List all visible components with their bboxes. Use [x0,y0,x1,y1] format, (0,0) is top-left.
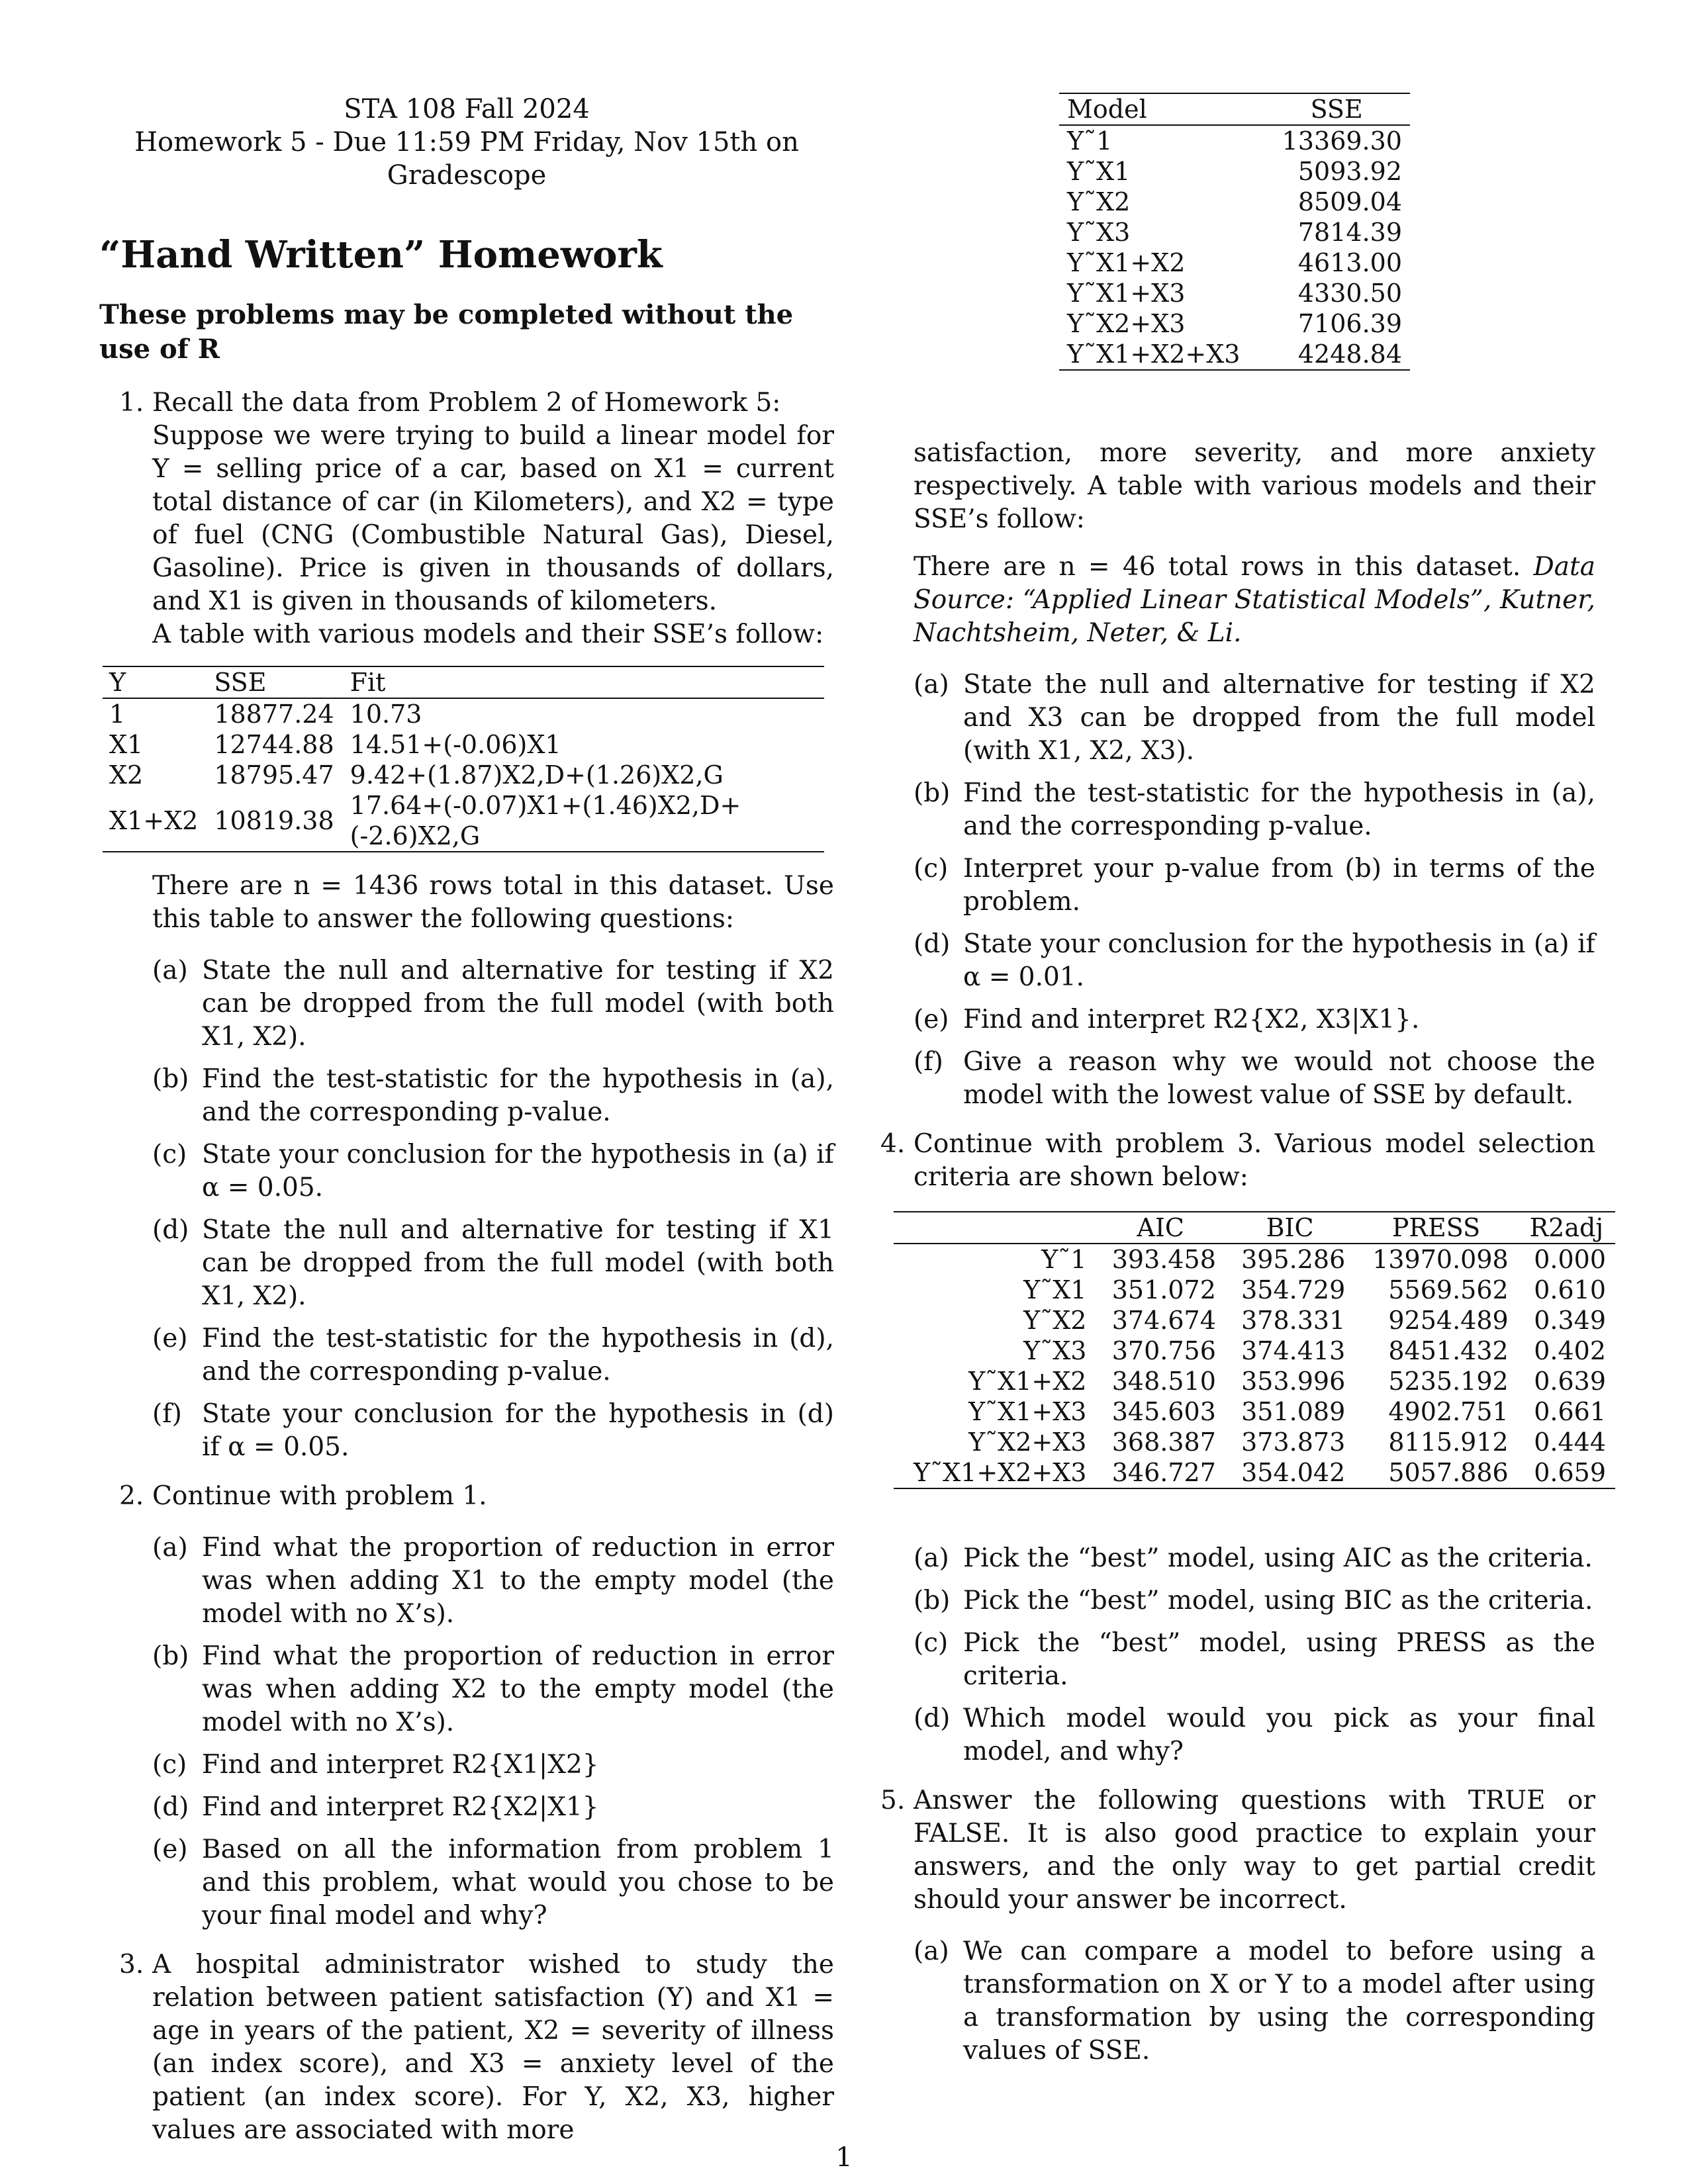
subquestion-list [152,954,834,1464]
table-cell: 351.089 [1241,1397,1346,1426]
subquestion-label: (c) [152,1750,187,1780]
table-cell: 354.729 [1241,1275,1346,1304]
table-cell: Y˜X3 [1023,1336,1087,1365]
subquestion [152,1322,834,1388]
subquestion-text: Find what the proportion of reduction in error was when adding X2 to the empty model (the model with no X’s). [202,1641,834,1737]
subquestion [914,1702,1595,1768]
column-header: BIC [1266,1213,1314,1242]
submit-line: Gradescope [387,160,547,191]
table-cell: 5057.886 [1388,1458,1509,1487]
subquestion-text: Interpret your p-value from (b) in terms of the problem. [963,854,1595,917]
table-cell: Y˜X1+X2 [1067,248,1186,277]
table-row [894,1244,1615,1275]
subquestion-text: Find the test-statistic for the hypothesis in (a), and the corresponding p-value. [202,1064,834,1127]
subquestion-label: (b) [914,778,951,808]
table-cell: 374.674 [1111,1306,1216,1335]
table-cell: 10.73 [350,700,422,729]
table-cell: 5235.192 [1388,1367,1509,1396]
subquestion [152,1398,834,1464]
table-cell: 0.639 [1534,1367,1606,1396]
subquestion-label: (f) [152,1399,182,1429]
subquestion-text: State your conclusion for the hypothesis in (d) if α = 0.05. [202,1399,834,1462]
subquestion-text: Give a reason why we would not choose the model with the lowest value of SSE by default. [963,1047,1595,1110]
subquestion-text: State the null and alternative for testing if X1 can be dropped from the full model (with both X1, X2). [202,1215,834,1311]
subquestion [152,1214,834,1313]
subquestion-list [914,1935,1595,2068]
column-header: AIC [1137,1213,1184,1242]
subquestion-label: (e) [914,1005,949,1034]
subquestion-label: (e) [152,1324,188,1353]
subquestion-text: Find what the proportion of reduction in error was when adding X1 to the empty model (the model with no X’s). [202,1533,834,1629]
table-cell: Y˜X1+X3 [968,1397,1087,1426]
table-cell: 0.000 [1534,1245,1606,1274]
page-number: 1 [835,2142,853,2173]
table-cell: Y˜X1+X2 [968,1367,1087,1396]
table-cell: 353.996 [1241,1367,1346,1396]
subquestion [152,1749,834,1782]
table-cell: Y˜1 [1041,1245,1087,1274]
subquestion-label: (d) [914,929,951,959]
table-row [1059,278,1410,308]
table-row [894,1427,1615,1457]
subquestion-text: State your conclusion for the hypothesis in (a) if α = 0.05. [202,1140,834,1203]
intro-text: These problems may be completed without the use of R [99,299,794,365]
table-row [894,1366,1615,1396]
problem-number: 1. [119,388,144,418]
table-row [894,1305,1615,1336]
problem-number: 2. [119,1481,144,1511]
table-row [894,1275,1615,1305]
subquestion [914,852,1595,919]
table-cell: 346.727 [1111,1458,1216,1487]
problem-2 [99,1480,834,1933]
column-header: Fit [350,668,386,697]
column-header: Model [1067,95,1147,124]
problem-text: There are n = 1436 rows total in this dataset. Use this table to answer the following questions: [152,871,834,934]
subquestion [152,954,834,1054]
table-cell: Y˜X2 [1023,1306,1087,1335]
subquestion [914,1003,1595,1036]
table-cell: 0.444 [1534,1428,1606,1457]
subquestion-text: We can compare a model to before using a transformation on X or Y to a model after using a transformation by using the corresponding values of SSE. [963,1936,1595,2066]
subquestion-text: State the null and alternative for testing if X2 can be dropped from the full model (with both X1, X2). [202,956,834,1052]
table-cell: 9254.489 [1388,1306,1509,1335]
table-cell: 1 [109,700,126,729]
problem-text: A hospital administrator wished to study the relation between patient satisfaction (Y) and X1 = age in years of the patient, X2 = severity of illness (an index score), and X3 = anxiety level of the patient (an index score). For Y, X2, X3, higher values are associated with more [152,1950,834,2145]
table-row [1059,308,1410,339]
table-cell: 4330.50 [1297,279,1402,308]
problem-text: Suppose we were trying to build a linear model for Y = selling price of a car, based on X1 = current total distance of car (in Kilometers), and X2 = type of fuel (CNG (Combustible Natural Gas), Diesel, Gasoline). Price is given in thousands of dollars, and X1 is given in thousands of kilometers. [152,421,834,616]
table-cell: 395.286 [1241,1245,1346,1274]
problem-text: satisfaction, more severity, and more anxiety respectively. A table with various models and their SSE’s follow: [914,438,1595,534]
table-row [1059,156,1410,187]
subquestion-text: Pick the “best” model, using PRESS as the criteria. [963,1628,1595,1691]
table-cell: Y˜X2+X3 [968,1428,1087,1457]
table-row [894,1457,1615,1488]
table-cell: 17.64+(-0.07)X1+(1.46)X2,D+(-2.6)X2,G [350,791,741,850]
table-cell: X1+X2 [109,806,199,835]
table-row [1059,217,1410,248]
table-cell: 370.756 [1111,1336,1216,1365]
column-header [894,1212,1096,1244]
subquestion [914,1542,1595,1575]
subquestion-label: (d) [914,1704,951,1733]
subquestion-text: Find the test-statistic for the hypothesis in (a), and the corresponding p-value. [963,778,1595,841]
table-cell: 8115.912 [1388,1428,1509,1457]
subquestion-text: Based on all the information from problem 1 and this problem, what would you chose to be your final model and why? [202,1835,834,1931]
problem-text [914,551,1595,650]
subquestion-label: (b) [152,1064,189,1094]
subquestion-label: (c) [152,1140,187,1169]
subquestion [914,668,1595,768]
subquestion-label: (d) [152,1792,189,1822]
subquestion-label: (a) [914,670,949,700]
problem-number: 3. [119,1950,144,1979]
subquestion-label: (c) [914,1628,949,1658]
table-cell: 12744.88 [214,730,334,759]
table-cell: 373.873 [1241,1428,1346,1457]
subquestion-label: (a) [152,1533,188,1563]
subquestion [914,1046,1595,1112]
subquestion-text: State the null and alternative for testing if X2 and X3 can be dropped from the full model (with X1, X2, X3). [963,670,1595,766]
subquestion-text: Find and interpret R2{X2|X1} [202,1792,599,1822]
column-header: SSE [214,668,267,697]
table-cell: 374.413 [1241,1336,1346,1365]
table-cell: 0.661 [1534,1397,1606,1426]
table-cell: 5569.562 [1388,1275,1509,1304]
table-row [894,1336,1615,1366]
subquestion [152,1063,834,1129]
left-column [99,93,834,2163]
table-row [1059,248,1410,278]
problem-text: Answer the following questions with TRUE or FALSE. It is also good practice to explain your answers, and the only way to get partial credit should your answer be incorrect. [914,1786,1595,1915]
table-cell: 7814.39 [1297,218,1402,247]
table-cell: 0.610 [1534,1275,1606,1304]
problem-number: 5. [880,1786,906,1815]
subquestion [914,1627,1595,1693]
subquestion [152,1640,834,1739]
problem-text: Continue with problem 3. Various model selection criteria are shown below: [914,1129,1595,1192]
problem-3 [99,1948,834,2147]
row-count-text: There are n = 46 total rows in this dataset. [914,552,1521,582]
subquestion-text: Find and interpret R2{X2, X3|X1}. [963,1005,1420,1034]
sse-table-problem-3 [1059,93,1410,371]
table-cell: 368.387 [1111,1428,1216,1457]
table-cell: 13970.098 [1372,1245,1509,1274]
page-title: “Hand Written” Homework [99,233,663,277]
subquestion-list [152,1531,834,1933]
table-cell: 14.51+(-0.06)X1 [350,730,561,759]
subquestion-list [914,668,1595,1112]
due-line: Homework 5 - Due 11:59 PM Friday, Nov 15th on [134,127,799,158]
course-line: STA 108 Fall 2024 [344,94,590,124]
subquestion-label: (b) [152,1641,189,1671]
column-header: PRESS [1391,1213,1481,1242]
problem-3-continued [861,437,1595,1112]
subquestion [152,1531,834,1631]
table-cell: 8509.04 [1297,187,1402,216]
subquestion-text: State your conclusion for the hypothesis in (a) if α = 0.01. [963,929,1595,992]
table-cell: 393.458 [1111,1245,1216,1274]
subquestion [914,777,1595,843]
right-column [861,93,1606,2083]
problem-1 [99,387,834,1464]
subquestion-text: Find the test-statistic for the hypothesis in (d), and the corresponding p-value. [202,1324,834,1387]
table-cell: 8451.432 [1388,1336,1509,1365]
table-cell: Y˜X2 [1067,187,1131,216]
table-cell: 0.659 [1534,1458,1606,1487]
table-cell: 13369.30 [1282,126,1402,156]
subquestion-label: (a) [914,1543,949,1573]
subquestion-text: Which model would you pick as your final model, and why? [963,1704,1595,1766]
subquestion [152,1791,834,1824]
subquestion-label: (b) [914,1586,951,1615]
table-cell: 4248.84 [1297,340,1402,369]
subquestion-label: (a) [152,956,188,985]
table-cell: Y˜1 [1067,126,1113,156]
subquestion [152,1138,834,1205]
table-cell: Y˜X3 [1067,218,1131,247]
table-row [1059,339,1410,370]
table-cell: 0.402 [1534,1336,1606,1365]
table-row [103,729,824,760]
table-cell: Y˜X1+X2+X3 [914,1458,1087,1487]
table-row [894,1396,1615,1427]
table-cell: 10819.38 [214,806,334,835]
table-cell: 354.042 [1241,1458,1346,1487]
subquestion-text: Pick the “best” model, using BIC as the criteria. [963,1586,1593,1615]
column-header: R2adj [1529,1213,1604,1242]
table-cell: 7106.39 [1297,309,1402,338]
table-cell: 18795.47 [214,760,334,790]
subquestion [152,1833,834,1933]
table-row [1059,187,1410,217]
table-cell: 345.603 [1111,1397,1216,1426]
problem-text: A table with various models and their SSE’s follow: [152,619,824,649]
subquestion-label: (e) [152,1835,188,1864]
column-header: SSE [1310,95,1363,124]
table-cell: 351.072 [1111,1275,1216,1304]
table-cell: 5093.92 [1297,157,1402,186]
table-cell: 9.42+(1.87)X2,D+(1.26)X2,G [350,760,724,790]
table-row [103,698,824,729]
problem-text: Continue with problem 1. [152,1481,487,1511]
data-source-text: Data Source: “Applied Linear Statistical Models”, Kutner, Nachtsheim, Neter, & Li. [914,552,1595,648]
subquestion [914,928,1595,994]
table-cell: 18877.24 [214,700,334,729]
subquestion-text: Pick the “best” model, using AIC as the criteria. [963,1543,1593,1573]
table-cell: 4902.751 [1388,1397,1509,1426]
table-row [103,790,824,852]
problem-number: 4. [880,1129,906,1159]
table-cell: Y˜X1 [1023,1275,1087,1304]
subquestion-label: (c) [914,854,949,884]
subquestion-label: (f) [914,1047,943,1077]
table-cell: Y˜X1+X2+X3 [1067,340,1241,369]
table-row [103,760,824,790]
subquestion-label: (d) [152,1215,189,1245]
table-cell: Y˜X1 [1067,157,1131,186]
table-cell: X2 [109,760,144,790]
table-cell: Y˜X1+X3 [1067,279,1186,308]
table-row [1059,125,1410,156]
subquestion-text: Find and interpret R2{X1|X2} [202,1750,599,1780]
table-cell: 0.349 [1534,1306,1606,1335]
subquestion-label: (a) [914,1936,949,1966]
problem-5 [861,1784,1595,2068]
subquestion-list [914,1542,1595,1768]
table-cell: 378.331 [1241,1306,1346,1335]
problem-text: Recall the data from Problem 2 of Homework 5: [152,388,781,418]
subquestion [914,1584,1595,1617]
sse-table-problem-1 [103,666,824,852]
table-cell: Y˜X2+X3 [1067,309,1186,338]
model-criteria-table [894,1211,1615,1489]
table-cell: 4613.00 [1297,248,1402,277]
column-header: Y [109,668,126,697]
document-header [99,93,834,192]
problem-4 [861,1128,1606,1768]
table-cell: 348.510 [1111,1367,1216,1396]
subquestion [914,1935,1595,2068]
table-cell: X1 [109,730,144,759]
